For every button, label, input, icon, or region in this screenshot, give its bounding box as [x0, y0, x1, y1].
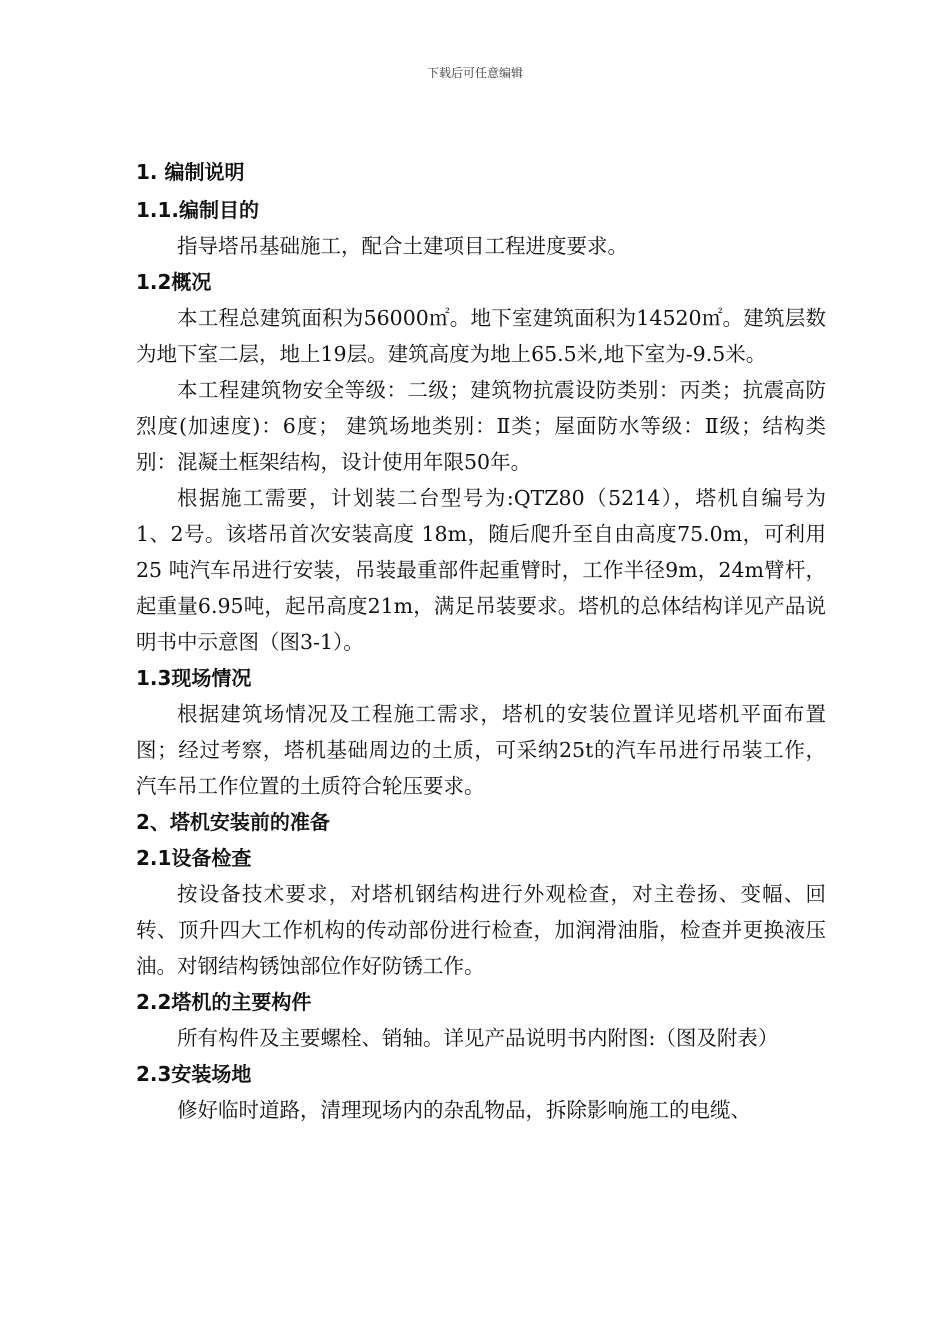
paragraph: 本工程总建筑面积为56000㎡。地下室建筑面积为14520㎡。建筑层数为地下室二层，地上19层。建筑高度为地上65.5米,地下室为-9.5米。	[136, 306, 826, 366]
section-heading: 1.2概况	[136, 270, 212, 294]
paragraph: 修好临时道路，清理现场内的杂乱物品，拆除影响施工的电缆、	[177, 1098, 751, 1122]
section-heading: 1.1.编制目的	[136, 198, 260, 222]
paragraph: 本工程建筑物安全等级：二级；建筑物抗震设防类别：丙类；抗震高防烈度(加速度)：6度； 建筑场地类别：Ⅱ类；屋面防水等级：Ⅱ级；结构类别：混凝土框架结构，设计使用年限50年。	[136, 378, 826, 474]
section-heading: 2.3安装场地	[136, 1062, 252, 1086]
section-heading: 2.2塔机的主要构件	[136, 990, 312, 1014]
paragraph: 所有构件及主要螺栓、销轴。详见产品说明书内附图:（图及附表）	[177, 1026, 779, 1050]
document-body	[136, 154, 826, 1128]
section-heading: 1.3现场情况	[136, 666, 252, 690]
section-heading: 1. 编制说明	[136, 160, 245, 184]
page-header: 下载后可任意编辑	[426, 66, 523, 80]
paragraph: 根据建筑场情况及工程施工需求，塔机的安装位置详见塔机平面布置图；经过考察，塔机基础周边的土质，可采纳25t的汽车吊进行吊装工作，汽车吊工作位置的土质符合轮压要求。	[136, 702, 826, 798]
paragraph: 根据施工需要，计划装二台型号为:QTZ80（5214），塔机自编号为 1、2号。该塔吊首次安装高度 18m，随后爬升至自由高度75.0m，可利用25 吨汽车吊进行安装，吊装最重部件起重臂时，工作半径9m，24m臂杆，起重量6.95吨，起吊高度21m，满足吊装要求。塔机的总体结构详见产品说明书中示意图（图3-1）。	[136, 486, 826, 654]
paragraph: 按设备技术要求，对塔机钢结构进行外观检查，对主卷扬、变幅、回转、顶升四大工作机构的传动部份进行检查，加润滑油脂，检查并更换液压油。对钢结构锈蚀部位作好防锈工作。	[136, 882, 826, 978]
section-heading: 2、塔机安装前的准备	[136, 810, 330, 834]
paragraph: 指导塔吊基础施工，配合土建项目工程进度要求。	[177, 234, 628, 258]
section-heading: 2.1设备检查	[136, 846, 252, 870]
